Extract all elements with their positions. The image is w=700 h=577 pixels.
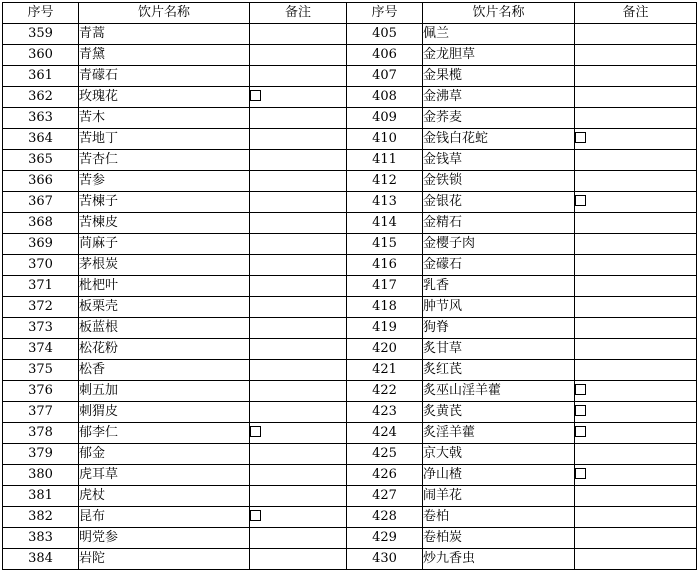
note-checkbox-icon <box>575 468 586 479</box>
note-checkbox-icon <box>575 426 586 437</box>
left-serial-number: 368 <box>3 213 79 234</box>
left-note-cell <box>250 45 347 66</box>
right-serial-number: 409 <box>347 108 423 129</box>
left-note-cell <box>250 402 347 423</box>
right-herb-name: 炙淫羊藿 <box>423 423 575 444</box>
right-serial-number: 405 <box>347 24 423 45</box>
left-serial-number: 379 <box>3 444 79 465</box>
note-checkbox-icon <box>575 405 586 416</box>
left-serial-number: 371 <box>3 276 79 297</box>
right-serial-number: 417 <box>347 276 423 297</box>
right-note-cell <box>575 255 697 276</box>
right-note-cell <box>575 486 697 507</box>
table-row <box>3 549 697 570</box>
table-row <box>3 45 697 66</box>
left-herb-name: 苦楝皮 <box>79 213 250 234</box>
header-right-note: 备注 <box>575 3 697 24</box>
note-checkbox-icon <box>250 90 261 101</box>
table-row <box>3 192 697 213</box>
left-note-cell <box>250 234 347 255</box>
left-herb-name: 苦参 <box>79 171 250 192</box>
right-herb-name: 肿节风 <box>423 297 575 318</box>
right-serial-number: 418 <box>347 297 423 318</box>
note-checkbox-icon <box>250 426 261 437</box>
right-serial-number: 408 <box>347 87 423 108</box>
left-note-cell <box>250 360 347 381</box>
table-row <box>3 150 697 171</box>
right-note-cell <box>575 276 697 297</box>
herb-list-table <box>2 2 697 570</box>
left-herb-name: 郁金 <box>79 444 250 465</box>
table-row <box>3 444 697 465</box>
right-herb-name: 净山楂 <box>423 465 575 486</box>
right-note-cell <box>575 171 697 192</box>
left-herb-name: 刺猬皮 <box>79 402 250 423</box>
right-serial-number: 425 <box>347 444 423 465</box>
note-checkbox-icon <box>250 510 261 521</box>
left-herb-name: 玫瑰花 <box>79 87 250 108</box>
left-serial-number: 381 <box>3 486 79 507</box>
left-note-cell <box>250 549 347 570</box>
left-herb-name: 青蒿 <box>79 24 250 45</box>
left-herb-name: 岩陀 <box>79 549 250 570</box>
left-note-cell <box>250 213 347 234</box>
left-note-cell <box>250 507 347 528</box>
right-serial-number: 421 <box>347 360 423 381</box>
right-herb-name: 京大戟 <box>423 444 575 465</box>
right-serial-number: 412 <box>347 171 423 192</box>
table-row <box>3 381 697 402</box>
right-herb-name: 金银花 <box>423 192 575 213</box>
table-row <box>3 213 697 234</box>
note-checkbox-icon <box>575 195 586 206</box>
header-row <box>3 3 697 24</box>
right-herb-name: 金礞石 <box>423 255 575 276</box>
left-herb-name: 虎杖 <box>79 486 250 507</box>
header-left-note: 备注 <box>250 3 347 24</box>
left-serial-number: 384 <box>3 549 79 570</box>
table-row <box>3 66 697 87</box>
right-herb-name: 炒九香虫 <box>423 549 575 570</box>
right-note-cell <box>575 318 697 339</box>
left-herb-name: 松香 <box>79 360 250 381</box>
table-row <box>3 507 697 528</box>
right-serial-number: 429 <box>347 528 423 549</box>
right-serial-number: 428 <box>347 507 423 528</box>
table-row <box>3 339 697 360</box>
right-note-cell <box>575 66 697 87</box>
left-serial-number: 373 <box>3 318 79 339</box>
left-herb-name: 枇杷叶 <box>79 276 250 297</box>
left-serial-number: 360 <box>3 45 79 66</box>
right-herb-name: 卷柏炭 <box>423 528 575 549</box>
right-serial-number: 419 <box>347 318 423 339</box>
right-serial-number: 415 <box>347 234 423 255</box>
right-note-cell <box>575 360 697 381</box>
left-herb-name: 昆布 <box>79 507 250 528</box>
left-herb-name: 刺五加 <box>79 381 250 402</box>
right-note-cell <box>575 150 697 171</box>
right-serial-number: 413 <box>347 192 423 213</box>
header-right-no: 序号 <box>347 3 423 24</box>
table-row <box>3 486 697 507</box>
left-serial-number: 376 <box>3 381 79 402</box>
right-note-cell <box>575 402 697 423</box>
left-herb-name: 青礞石 <box>79 66 250 87</box>
right-herb-name: 狗脊 <box>423 318 575 339</box>
table-row <box>3 423 697 444</box>
right-note-cell <box>575 24 697 45</box>
left-herb-name: 青黛 <box>79 45 250 66</box>
table-row <box>3 402 697 423</box>
right-herb-name: 金荞麦 <box>423 108 575 129</box>
right-herb-name: 金精石 <box>423 213 575 234</box>
right-herb-name: 佩兰 <box>423 24 575 45</box>
right-serial-number: 411 <box>347 150 423 171</box>
left-herb-name: 明党参 <box>79 528 250 549</box>
right-herb-name: 金龙胆草 <box>423 45 575 66</box>
left-note-cell <box>250 129 347 150</box>
right-herb-name: 卷柏 <box>423 507 575 528</box>
right-herb-name: 金樱子肉 <box>423 234 575 255</box>
right-note-cell <box>575 549 697 570</box>
right-note-cell <box>575 192 697 213</box>
table-row <box>3 318 697 339</box>
right-herb-name: 炙甘草 <box>423 339 575 360</box>
left-herb-name: 虎耳草 <box>79 465 250 486</box>
left-herb-name: 苘麻子 <box>79 234 250 255</box>
right-serial-number: 410 <box>347 129 423 150</box>
right-note-cell <box>575 234 697 255</box>
right-herb-name: 金钱草 <box>423 150 575 171</box>
left-note-cell <box>250 318 347 339</box>
right-herb-name: 金铁锁 <box>423 171 575 192</box>
left-serial-number: 364 <box>3 129 79 150</box>
table-row <box>3 87 697 108</box>
table-row <box>3 276 697 297</box>
right-note-cell <box>575 45 697 66</box>
table-row <box>3 528 697 549</box>
right-note-cell <box>575 339 697 360</box>
left-serial-number: 375 <box>3 360 79 381</box>
left-note-cell <box>250 276 347 297</box>
left-herb-name: 苦楝子 <box>79 192 250 213</box>
right-herb-name: 炙红芪 <box>423 360 575 381</box>
right-serial-number: 427 <box>347 486 423 507</box>
right-note-cell <box>575 381 697 402</box>
left-serial-number: 359 <box>3 24 79 45</box>
right-herb-name: 闹羊花 <box>423 486 575 507</box>
right-serial-number: 423 <box>347 402 423 423</box>
header-right-name: 饮片名称 <box>423 3 575 24</box>
left-note-cell <box>250 192 347 213</box>
right-serial-number: 426 <box>347 465 423 486</box>
right-note-cell <box>575 507 697 528</box>
left-serial-number: 363 <box>3 108 79 129</box>
left-serial-number: 382 <box>3 507 79 528</box>
right-serial-number: 424 <box>347 423 423 444</box>
right-note-cell <box>575 528 697 549</box>
left-serial-number: 372 <box>3 297 79 318</box>
left-note-cell <box>250 171 347 192</box>
left-serial-number: 362 <box>3 87 79 108</box>
left-note-cell <box>250 339 347 360</box>
right-serial-number: 407 <box>347 66 423 87</box>
right-herb-name: 乳香 <box>423 276 575 297</box>
left-herb-name: 苦杏仁 <box>79 150 250 171</box>
table-row <box>3 360 697 381</box>
table-row <box>3 108 697 129</box>
right-herb-name: 金钱白花蛇 <box>423 129 575 150</box>
right-note-cell <box>575 465 697 486</box>
header-left-name: 饮片名称 <box>79 3 250 24</box>
note-checkbox-icon <box>575 132 586 143</box>
left-note-cell <box>250 108 347 129</box>
left-herb-name: 苦木 <box>79 108 250 129</box>
left-serial-number: 361 <box>3 66 79 87</box>
table-row <box>3 171 697 192</box>
right-herb-name: 金果榄 <box>423 66 575 87</box>
right-herb-name: 炙巫山淫羊藿 <box>423 381 575 402</box>
left-note-cell <box>250 24 347 45</box>
right-note-cell <box>575 129 697 150</box>
left-herb-name: 郁李仁 <box>79 423 250 444</box>
right-serial-number: 422 <box>347 381 423 402</box>
right-herb-name: 金沸草 <box>423 87 575 108</box>
right-note-cell <box>575 423 697 444</box>
left-serial-number: 367 <box>3 192 79 213</box>
right-serial-number: 420 <box>347 339 423 360</box>
left-note-cell <box>250 297 347 318</box>
left-note-cell <box>250 444 347 465</box>
left-serial-number: 383 <box>3 528 79 549</box>
left-serial-number: 377 <box>3 402 79 423</box>
table-row <box>3 129 697 150</box>
left-serial-number: 374 <box>3 339 79 360</box>
right-herb-name: 炙黄芪 <box>423 402 575 423</box>
right-serial-number: 430 <box>347 549 423 570</box>
right-serial-number: 406 <box>347 45 423 66</box>
left-herb-name: 松花粉 <box>79 339 250 360</box>
left-note-cell <box>250 423 347 444</box>
left-herb-name: 苦地丁 <box>79 129 250 150</box>
left-note-cell <box>250 465 347 486</box>
left-herb-name: 茅根炭 <box>79 255 250 276</box>
left-note-cell <box>250 87 347 108</box>
right-note-cell <box>575 108 697 129</box>
left-serial-number: 378 <box>3 423 79 444</box>
left-note-cell <box>250 255 347 276</box>
right-note-cell <box>575 213 697 234</box>
right-serial-number: 414 <box>347 213 423 234</box>
table-row <box>3 234 697 255</box>
left-herb-name: 板蓝根 <box>79 318 250 339</box>
left-note-cell <box>250 486 347 507</box>
right-note-cell <box>575 444 697 465</box>
right-note-cell <box>575 87 697 108</box>
table-row <box>3 255 697 276</box>
right-serial-number: 416 <box>347 255 423 276</box>
left-serial-number: 369 <box>3 234 79 255</box>
left-serial-number: 365 <box>3 150 79 171</box>
note-checkbox-icon <box>575 384 586 395</box>
table-body <box>3 24 697 570</box>
left-note-cell <box>250 528 347 549</box>
table-row <box>3 24 697 45</box>
table-row <box>3 465 697 486</box>
left-serial-number: 380 <box>3 465 79 486</box>
left-note-cell <box>250 381 347 402</box>
table-row <box>3 297 697 318</box>
left-serial-number: 370 <box>3 255 79 276</box>
left-note-cell <box>250 150 347 171</box>
header-left-no: 序号 <box>3 3 79 24</box>
left-note-cell <box>250 66 347 87</box>
right-note-cell <box>575 297 697 318</box>
left-serial-number: 366 <box>3 171 79 192</box>
left-herb-name: 板栗壳 <box>79 297 250 318</box>
